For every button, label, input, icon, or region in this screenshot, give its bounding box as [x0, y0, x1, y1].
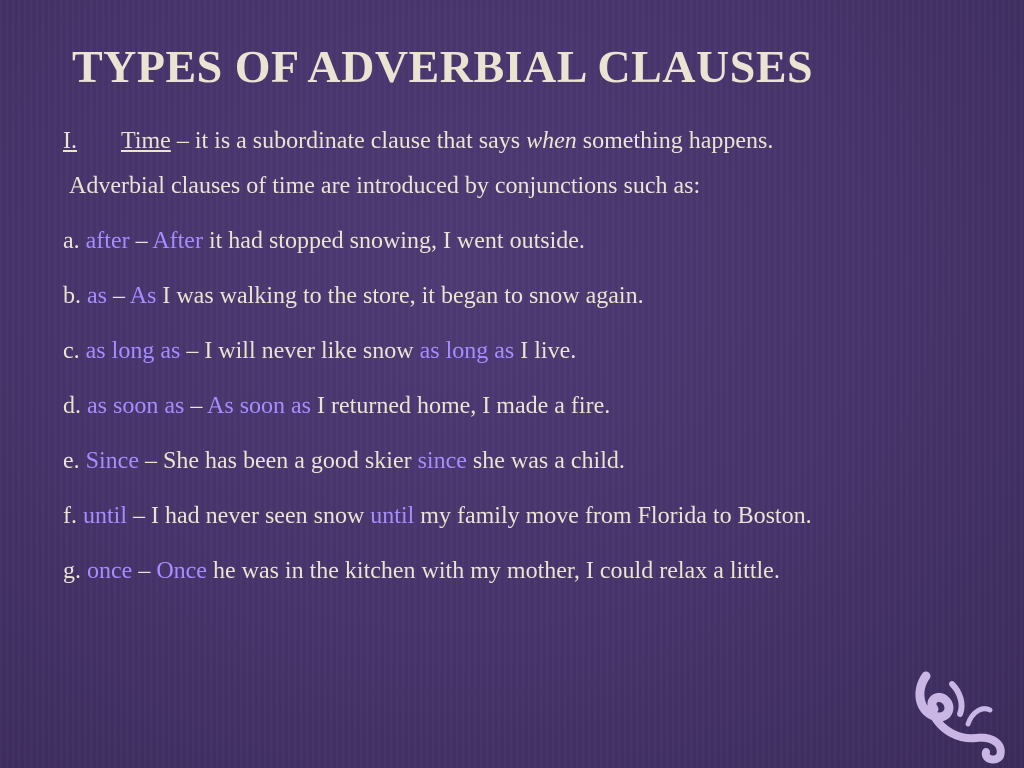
example-before-usage: – I will never like snow — [180, 338, 420, 364]
example-rest: she was a child. — [466, 448, 625, 474]
example-letter: f. — [63, 503, 83, 529]
example-conjunction: Since — [85, 448, 139, 474]
example-rest: it had stopped snowing, I went outside. — [202, 228, 585, 254]
example-before-usage: – I had never seen snow — [127, 503, 371, 529]
slide-content — [63, 124, 962, 609]
example-conjunction: as — [87, 283, 107, 309]
example-usage: After — [152, 228, 203, 254]
example-usage: As — [129, 283, 157, 309]
heading-emphasis: when — [526, 128, 577, 154]
example-dash: – — [132, 558, 157, 584]
example-dash: – — [107, 283, 130, 309]
example-letter: e. — [63, 448, 86, 474]
example-conjunction: as long as — [85, 338, 181, 364]
example-item-e — [63, 444, 962, 479]
example-dash: – — [184, 393, 208, 419]
example-letter: d. — [63, 393, 87, 419]
example-usage: until — [370, 503, 415, 529]
example-letter: c. — [63, 338, 86, 364]
example-letter: a. — [63, 228, 86, 254]
example-usage: As soon as — [207, 393, 312, 419]
example-rest: I returned home, I made a fire. — [311, 393, 611, 419]
heading-body — [121, 124, 962, 159]
flourish-ornament-icon — [908, 664, 1012, 764]
example-item-b — [63, 279, 962, 314]
example-item-f — [63, 499, 962, 534]
slide-title: TYPES OF ADVERBIAL CLAUSES — [72, 41, 814, 92]
heading-term: Time — [121, 128, 171, 154]
example-item-a — [63, 224, 962, 259]
heading-text-before: – it is a subordinate clause that says — [170, 128, 527, 154]
intro-text: Adverbial clauses of time are introduced by conjunctions such as: — [69, 173, 701, 199]
heading-item-time — [63, 124, 962, 159]
example-usage: since — [417, 448, 467, 474]
heading-numeral: I. — [63, 128, 77, 154]
heading-text-after: something happens. — [576, 128, 774, 154]
example-rest: my family move from Florida to Boston. — [414, 503, 812, 529]
example-rest: I live. — [514, 338, 577, 364]
example-before-usage: – She has been a good skier — [138, 448, 418, 474]
example-rest: he was in the kitchen with my mother, I could relax a little. — [206, 558, 780, 584]
example-usage: as long as — [419, 338, 515, 364]
example-conjunction: as soon as — [87, 393, 185, 419]
example-item-c — [63, 334, 962, 369]
example-usage: Once — [156, 558, 207, 584]
example-item-g — [63, 554, 962, 589]
example-conjunction: once — [87, 558, 133, 584]
example-rest: I was walking to the store, it began to snow again. — [156, 283, 644, 309]
example-conjunction: until — [83, 503, 128, 529]
example-dash: – — [129, 228, 153, 254]
example-letter: b. — [63, 283, 87, 309]
example-conjunction: after — [85, 228, 130, 254]
example-item-d — [63, 389, 962, 424]
example-letter: g. — [63, 558, 87, 584]
